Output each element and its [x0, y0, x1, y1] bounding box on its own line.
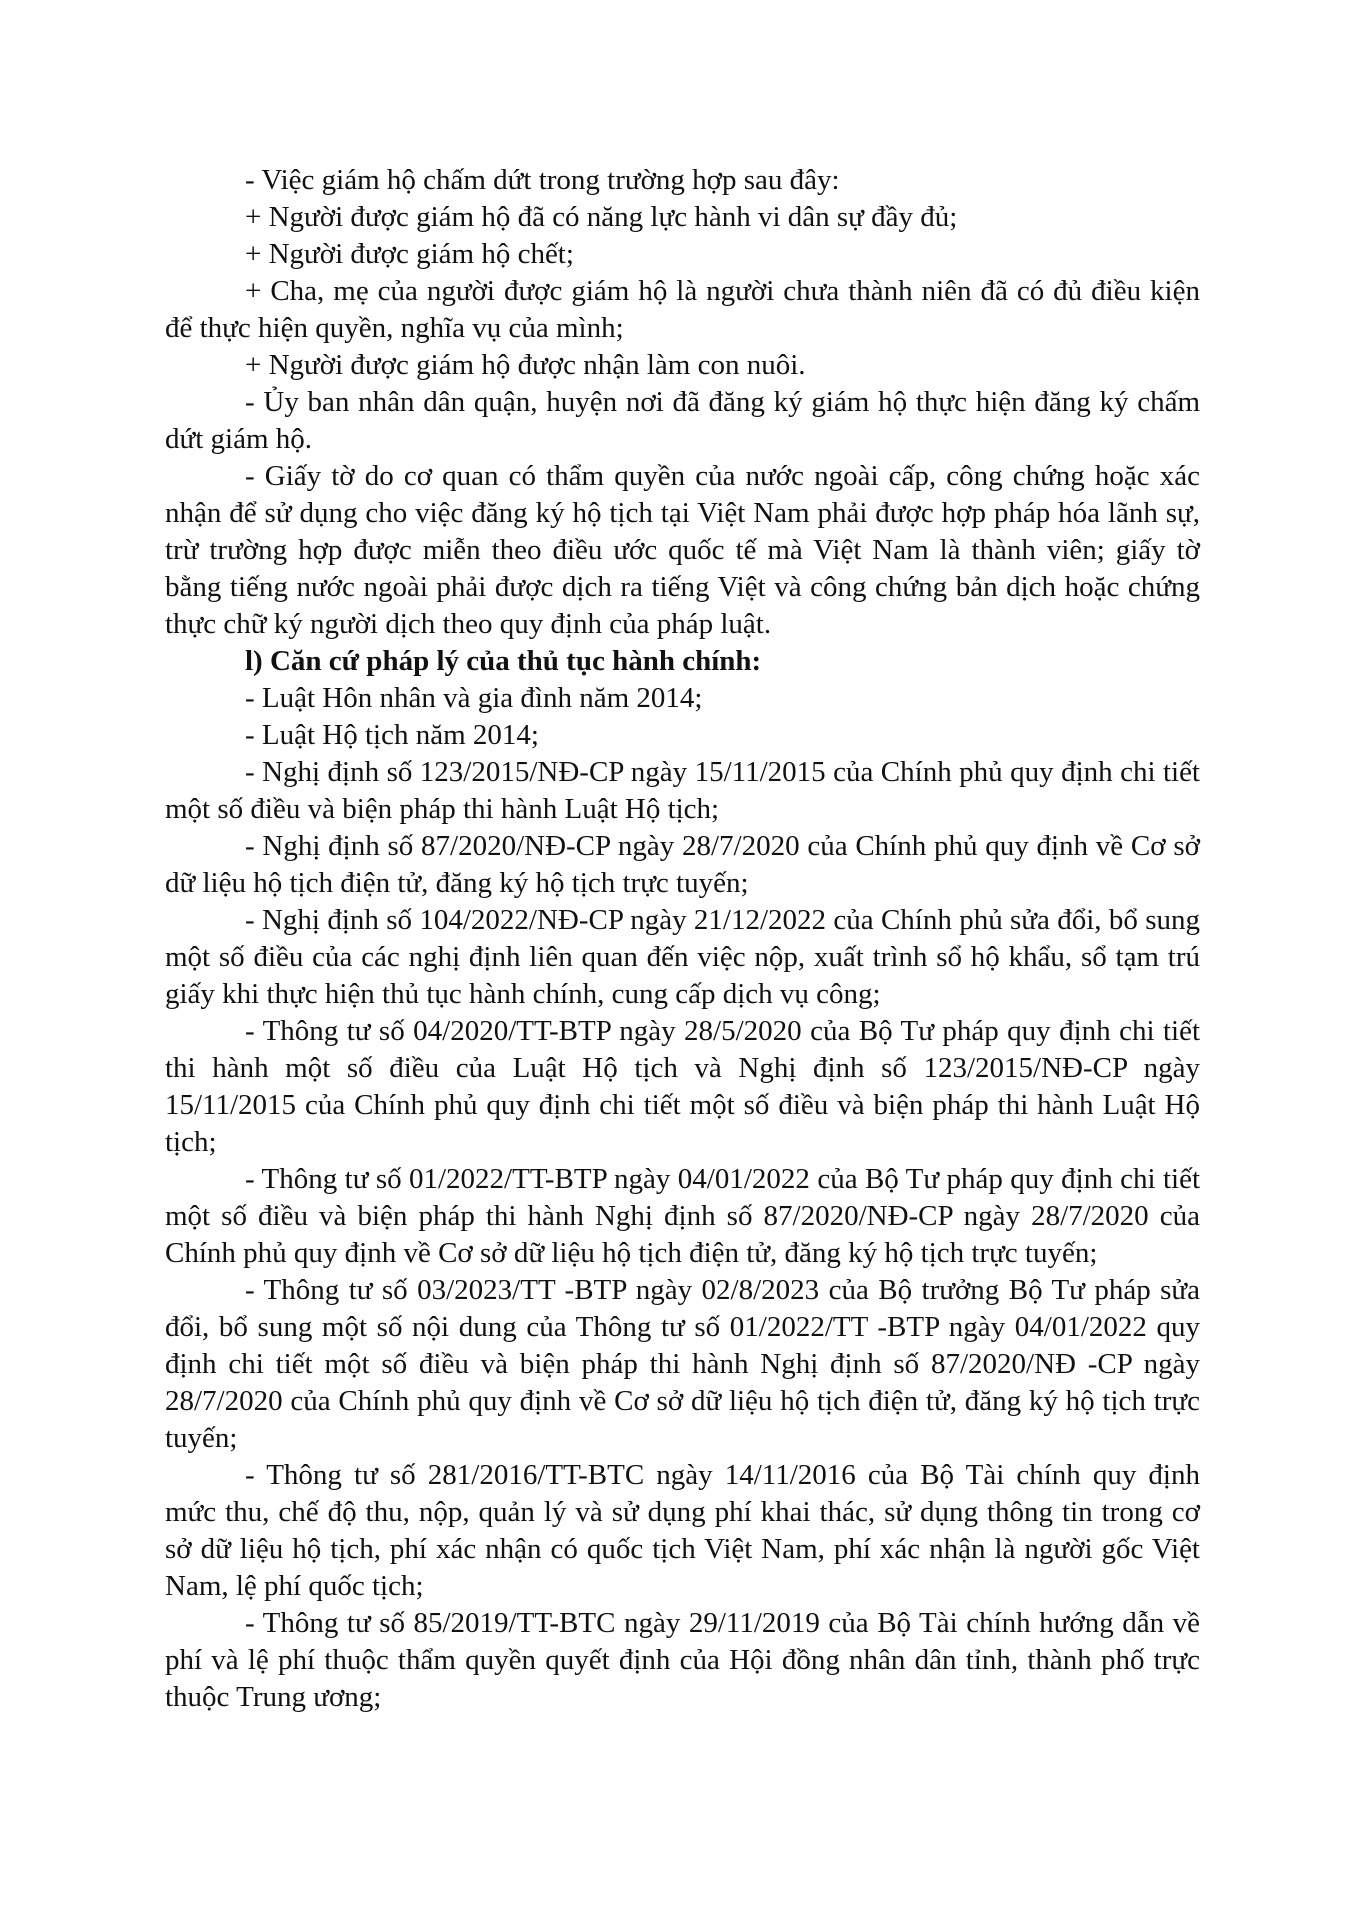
paragraph-case-full-capacity: + Người được giám hộ đã có năng lực hành vi dân sự đầy đủ;	[245, 201, 958, 233]
paragraph-decree-87: - Nghị định số 87/2020/NĐ-CP ngày 28/7/2020 của Chính phủ quy định về Cơ sở dữ liệu hộ tịch điện tử, đăng ký hộ tịch trực tuyến;	[165, 830, 1200, 899]
paragraph-decree-104: - Nghị định số 104/2022/NĐ-CP ngày 21/12/2022 của Chính phủ sửa đổi, bổ sung một số điều của các nghị định liên quan đến việc nộp, xuất trình sổ hộ khẩu, sổ tạm trú giấy khi thực hiện thủ tục hành chính, cung cấp dịch vụ công;	[165, 904, 1200, 1010]
paragraph-case-death: + Người được giám hộ chết;	[245, 238, 574, 270]
section-heading-legal-basis: l) Căn cứ pháp lý của thủ tục hành chính:	[245, 645, 762, 677]
paragraph-circular-85: - Thông tư số 85/2019/TT-BTC ngày 29/11/2019 của Bộ Tài chính hướng dẫn về phí và lệ phí thuộc thẩm quyền quyết định của Hội đồng nhân dân tỉnh, thành phố trực thuộc Trung ương;	[165, 1607, 1200, 1713]
paragraph-circular-04: - Thông tư số 04/2020/TT-BTP ngày 28/5/2020 của Bộ Tư pháp quy định chi tiết thi hành một số điều của Luật Hộ tịch và Nghị định số 123/2015/NĐ-CP ngày 15/11/2015 của Chính phủ quy định chi tiết một số điều và biện pháp thi hành Luật Hộ tịch;	[165, 1015, 1200, 1158]
paragraph-marriage-family-law: - Luật Hôn nhân và gia đình năm 2014;	[245, 682, 703, 714]
paragraph-circular-281: - Thông tư số 281/2016/TT-BTC ngày 14/11/2016 của Bộ Tài chính quy định mức thu, chế độ thu, nộp, quản lý và sử dụng phí khai thác, sử dụng thông tin trong cơ sở dữ liệu hộ tịch, phí xác nhận có quốc tịch Việt Nam, phí xác nhận là người gốc Việt Nam, lệ phí quốc tịch;	[165, 1459, 1200, 1602]
paragraph-case-adopted: + Người được giám hộ được nhận làm con nuôi.	[245, 349, 806, 381]
paragraph-foreign-documents: - Giấy tờ do cơ quan có thẩm quyền của nước ngoài cấp, công chứng hoặc xác nhận để sử dụng cho việc đăng ký hộ tịch tại Việt Nam phải được hợp pháp hóa lãnh sự, trừ trường hợp được miễn theo điều ước quốc tế mà Việt Nam là thành viên; giấy tờ bằng tiếng nước ngoài phải được dịch ra tiếng Việt và công chứng bản dịch hoặc chứng thực chữ ký người dịch theo quy định của pháp luật.	[165, 460, 1200, 640]
paragraph-civil-status-law: - Luật Hộ tịch năm 2014;	[245, 719, 539, 751]
paragraph-district-committee: - Ủy ban nhân dân quận, huyện nơi đã đăng ký giám hộ thực hiện đăng ký chấm dứt giám hộ.	[165, 386, 1200, 455]
paragraph-circular-03: - Thông tư số 03/2023/TT -BTP ngày 02/8/2023 của Bộ trưởng Bộ Tư pháp sửa đổi, bổ sung một số nội dung của Thông tư số 01/2022/TT -BTP ngày 04/01/2022 quy định chi tiết một số điều và biện pháp thi hành Nghị định số 87/2020/NĐ -CP ngày 28/7/2020 của Chính phủ quy định về Cơ sở dữ liệu hộ tịch điện tử, đăng ký hộ tịch trực tuyến;	[165, 1274, 1200, 1454]
paragraph-case-parents-eligible: + Cha, mẹ của người được giám hộ là người chưa thành niên đã có đủ điều kiện để thực hiện quyền, nghĩa vụ của mình;	[165, 275, 1200, 344]
paragraph-guardianship-termination: - Việc giám hộ chấm dứt trong trường hợp sau đây:	[245, 164, 840, 196]
document-page	[165, 162, 1200, 1716]
paragraph-circular-01: - Thông tư số 01/2022/TT-BTP ngày 04/01/2022 của Bộ Tư pháp quy định chi tiết một số điều và biện pháp thi hành Nghị định số 87/2020/NĐ-CP ngày 28/7/2020 của Chính phủ quy định về Cơ sở dữ liệu hộ tịch điện tử, đăng ký hộ tịch trực tuyến;	[165, 1163, 1200, 1269]
paragraph-decree-123: - Nghị định số 123/2015/NĐ-CP ngày 15/11/2015 của Chính phủ quy định chi tiết một số điều và biện pháp thi hành Luật Hộ tịch;	[165, 756, 1200, 825]
